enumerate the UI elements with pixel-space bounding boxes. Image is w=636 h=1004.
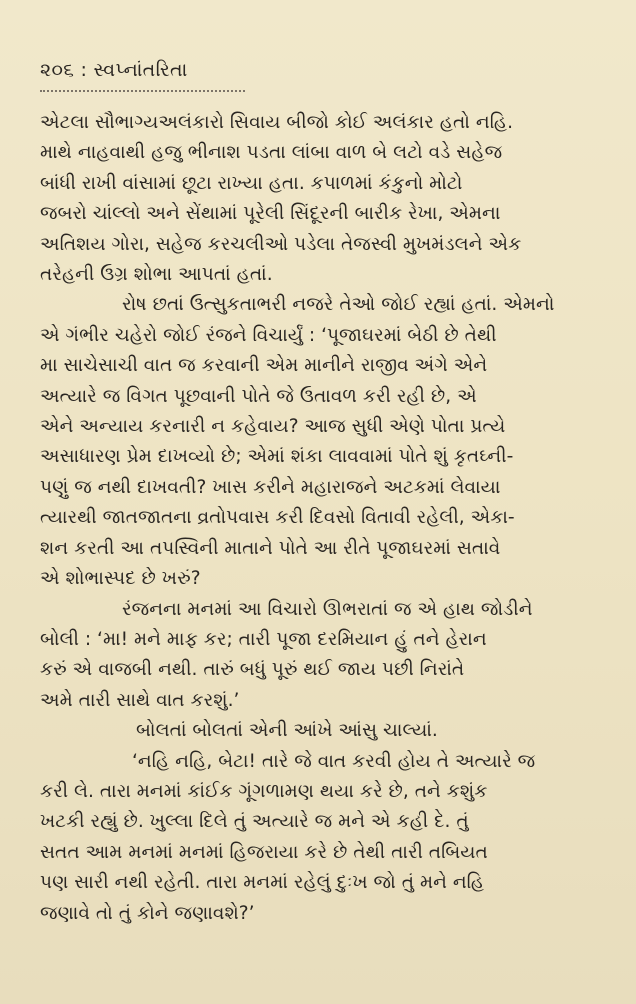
- paragraph-1: [40, 108, 602, 290]
- text-line: એટલા સૌભાગ્યઅલંકારો સિવાય બીજો કોઈ અલંકાર હતો નહિ.: [40, 112, 514, 133]
- text-line: એ ગંભીર ચહેરો જોઈ રંજને વિચાર્યું : ‘પૂજાઘરમાં બેઠી છે તેથી: [40, 324, 497, 346]
- text-line: બોલી : ‘મા! મને માફ કર; તારી પૂજા દરમિયાન હું તને હેરાન: [40, 628, 487, 650]
- text-line: અસાધારણ પ્રેમ દાખવ્યો છે; એમાં શંકા લાવવામાં પોતે શું કૃતઘ્ની-: [40, 446, 514, 468]
- text-line: જબરો ચાંલ્લો અને સેંથામાં પૂરેલી સિંદૂરની બારીક રેખા, એમના: [40, 203, 501, 225]
- text-line: મા સાચેસાચી વાત જ કરવાની એમ માનીને રાજીવ અંગે એને: [40, 355, 488, 377]
- text-line: અત્યારે જ વિગત પૂછવાની પોતે જે ઉતાવળ કરી રહી છે, એ: [40, 385, 477, 407]
- paragraph-3: [40, 595, 602, 717]
- paragraph-2: [40, 290, 602, 594]
- text-line: બોલતાં બોલતાં એની આંખે આંસુ ચાલ્યાં.: [136, 720, 438, 742]
- paragraph-5: [40, 747, 602, 929]
- text-line: પણું જ નથી દાખવતી? ખાસ કરીને મહારાજને અટકમાં લેવાયા: [40, 476, 501, 498]
- text-line: જણાવે તો તું કોને જણાવશે?’: [40, 902, 255, 924]
- text-line: અમે તારી સાથે વાત કરશું.’: [40, 689, 240, 711]
- text-line: ત્યારથી જાતજાતના વ્રતોપવાસ કરી દિવસો વિતાવી રહેલી, એકા-: [40, 507, 515, 529]
- text-line: શન કરતી આ તપસ્વિની માતાને પોતે આ રીતે પૂજાઘરમાં સતાવે: [40, 537, 501, 559]
- text-line: અતિશય ગોરા, સહેજ કરચલીઓ પડેલા તેજસ્વી મુખમંડલને એક: [40, 233, 522, 255]
- text-line: ‘નહિ નહિ, બેટા! તારે જે વાત કરવી હોય તે અત્યારે જ: [132, 750, 536, 772]
- text-line: એ શોભાસ્પદ છે ખરું?: [40, 568, 201, 590]
- text-line: પણ સારી નથી રહેતી. તારા મનમાં રહેલું દુઃખ જો તું મને નહિ: [40, 872, 485, 894]
- text-line: બાંધી રાખી વાંસામાં છૂટા રાખ્યા હતા. કપાળમાં કંકુનો મોટો: [40, 172, 463, 194]
- paragraph-4: [40, 716, 602, 746]
- text-line: માથે નાહવાથી હજુ ભીનાશ પડતા લાંબા વાળ બે લટો વડે સહેજ: [40, 142, 503, 164]
- text-line: રંજનના મનમાં આ વિચારો ઊભરાતાં જ એ હાથ જોડીને: [122, 598, 533, 620]
- text-line: ખટકી રહ્યું છે. ખુલ્લા દિલે તું અત્યારે જ મને એ કહી દે. તું: [40, 811, 469, 833]
- running-head: ૨૦૬ : સ્વપ્નાંતરિતા: [40, 59, 188, 81]
- text-line: રોષ છતાં ઉત્સુકતાભરી નજરે તેઓ જોઈ રહ્યાં હતાં. એમનો: [122, 294, 555, 316]
- running-head-underline: [40, 84, 245, 92]
- text-line: તરેહની ઉગ્ર શોભા આપતાં હતાં.: [40, 264, 273, 286]
- text-line: કરી લે. તારા મનમાં કાંઈક ગૂંગળામણ થયા કરે છે, તને કશુંક: [40, 780, 488, 802]
- text-line: સતત આમ મનમાં મનમાં હિજરાયા કરે છે તેથી તારી તબિયત: [40, 841, 488, 863]
- text-line: એને અન્યાય કરનારી ન કહેવાય? આજ સુધી એણે પોતા પ્રત્યે: [40, 416, 506, 438]
- text-line: કરું એ વાજબી નથી. તારું બધું પૂરું થઈ જાય પછી નિરાંતે: [40, 659, 465, 681]
